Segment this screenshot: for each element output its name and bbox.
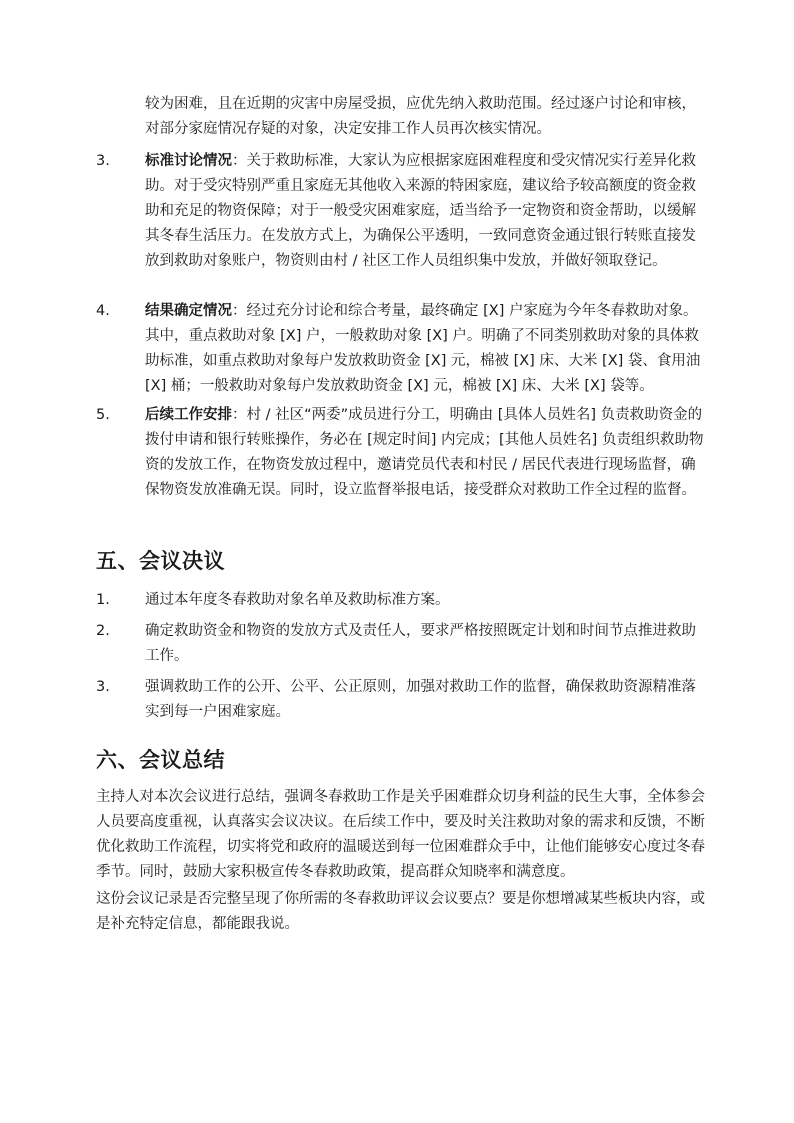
list-item-label: 标准讨论情况 — [145, 153, 232, 169]
list-item-text: ：关于救助标准，大家认为应根据家庭困难程度和受灾情况实行差异化救助。对于受灾特别严重且家庭无其他收入来源的特困家庭，建议给予较高额度的资金救助和充足的物资保障；对于一般受灾困难家庭，适当给予一定物资和资金帮助，以缓解其冬春生活压力。在发放方式上，为确保公平透明，一致同意资金通过银行转账直接发放到救助对象账户，物资则由村 / 社区工作人员组织集中发放，并做好领取登记。 — [145, 153, 696, 269]
list-item-label: 后续工作安排 — [145, 407, 232, 423]
list-number: 2. — [96, 623, 110, 639]
list-item-text: ：经过充分讨论和综合考量，最终确定 [X] 户家庭为今年冬春救助对象。其中，重点救助对象 [X] 户，一般救助对象 [X] 户。明确了不同类别救助对象的具体救助标准，如重点救助对象每户发放救助资金 [X] 元，棉被 [X] 床、大米 [X] 袋、食用油 [X] 桶；一般救助对象每户发放救助资金 [X] 元，棉被 [X] 床、大米 [X] 袋等。 — [145, 303, 701, 394]
list-number: 3. — [96, 153, 110, 169]
list-item-text: 通过本年度冬春救助对象名单及救助标准方案。 — [145, 592, 450, 608]
list-number: 3. — [96, 679, 110, 695]
closing-note: 这份会议记录是否完整呈现了你所需的冬春救助评议会议要点？要是你想增减某些板块内容，或是补充特定信息，都能跟我说。 — [96, 891, 705, 932]
list-item-label: 结果确定情况 — [145, 303, 232, 319]
list-item-text: 强调救助工作的公开、公平、公正原则，加强对救助工作的监督，确保救助资源精准落实到每一户困难家庭。 — [145, 679, 696, 720]
previous-item-continuation: 较为困难，且在近期的灾害中房屋受损，应优先纳入救助范围。经过逐户讨论和审核，对部分家庭情况存疑的对象，决定安排工作人员再次核实情况。 — [145, 96, 696, 137]
section-heading-resolutions: 五、会议决议 — [96, 549, 225, 573]
list-number: 5. — [96, 407, 110, 423]
list-item-body — [145, 149, 705, 274]
list-item-text: ：村 / 社区“两委”成员进行分工，明确由 [具体人员姓名] 负责救助资金的拨付申请和银行转账操作，务必在 [规定时间] 内完成；[其他人员姓名] 负责组织救助物资的发放工作，在物资发放过程中，邀请党员代表和村民 / 居民代表进行现场监督，确保物资发放准确无误。同时，设立监督举报电话，接受群众对救助工作全过程的监督。 — [145, 407, 704, 498]
list-number: 4. — [96, 303, 110, 319]
section-heading-summary: 六、会议总结 — [96, 748, 225, 772]
summary-paragraph: 主持人对本次会议进行总结，强调冬春救助工作是关乎困难群众切身利益的民生大事，全体参会人员要高度重视，认真落实会议决议。在后续工作中，要及时关注救助对象的需求和反馈，不断优化救助工作流程，切实将党和政府的温暖送到每一位困难群众手中，让他们能够安心度过冬春季节。同时，鼓励大家积极宣传冬春救助政策，提高群众知晓率和满意度。 — [96, 789, 705, 880]
list-item-body — [145, 299, 705, 399]
list-number: 1. — [96, 592, 110, 608]
list-item-text: 确定救助资金和物资的发放方式及责任人，要求严格按照既定计划和时间节点推进救助工作。 — [145, 623, 696, 664]
list-item-body — [145, 403, 705, 503]
